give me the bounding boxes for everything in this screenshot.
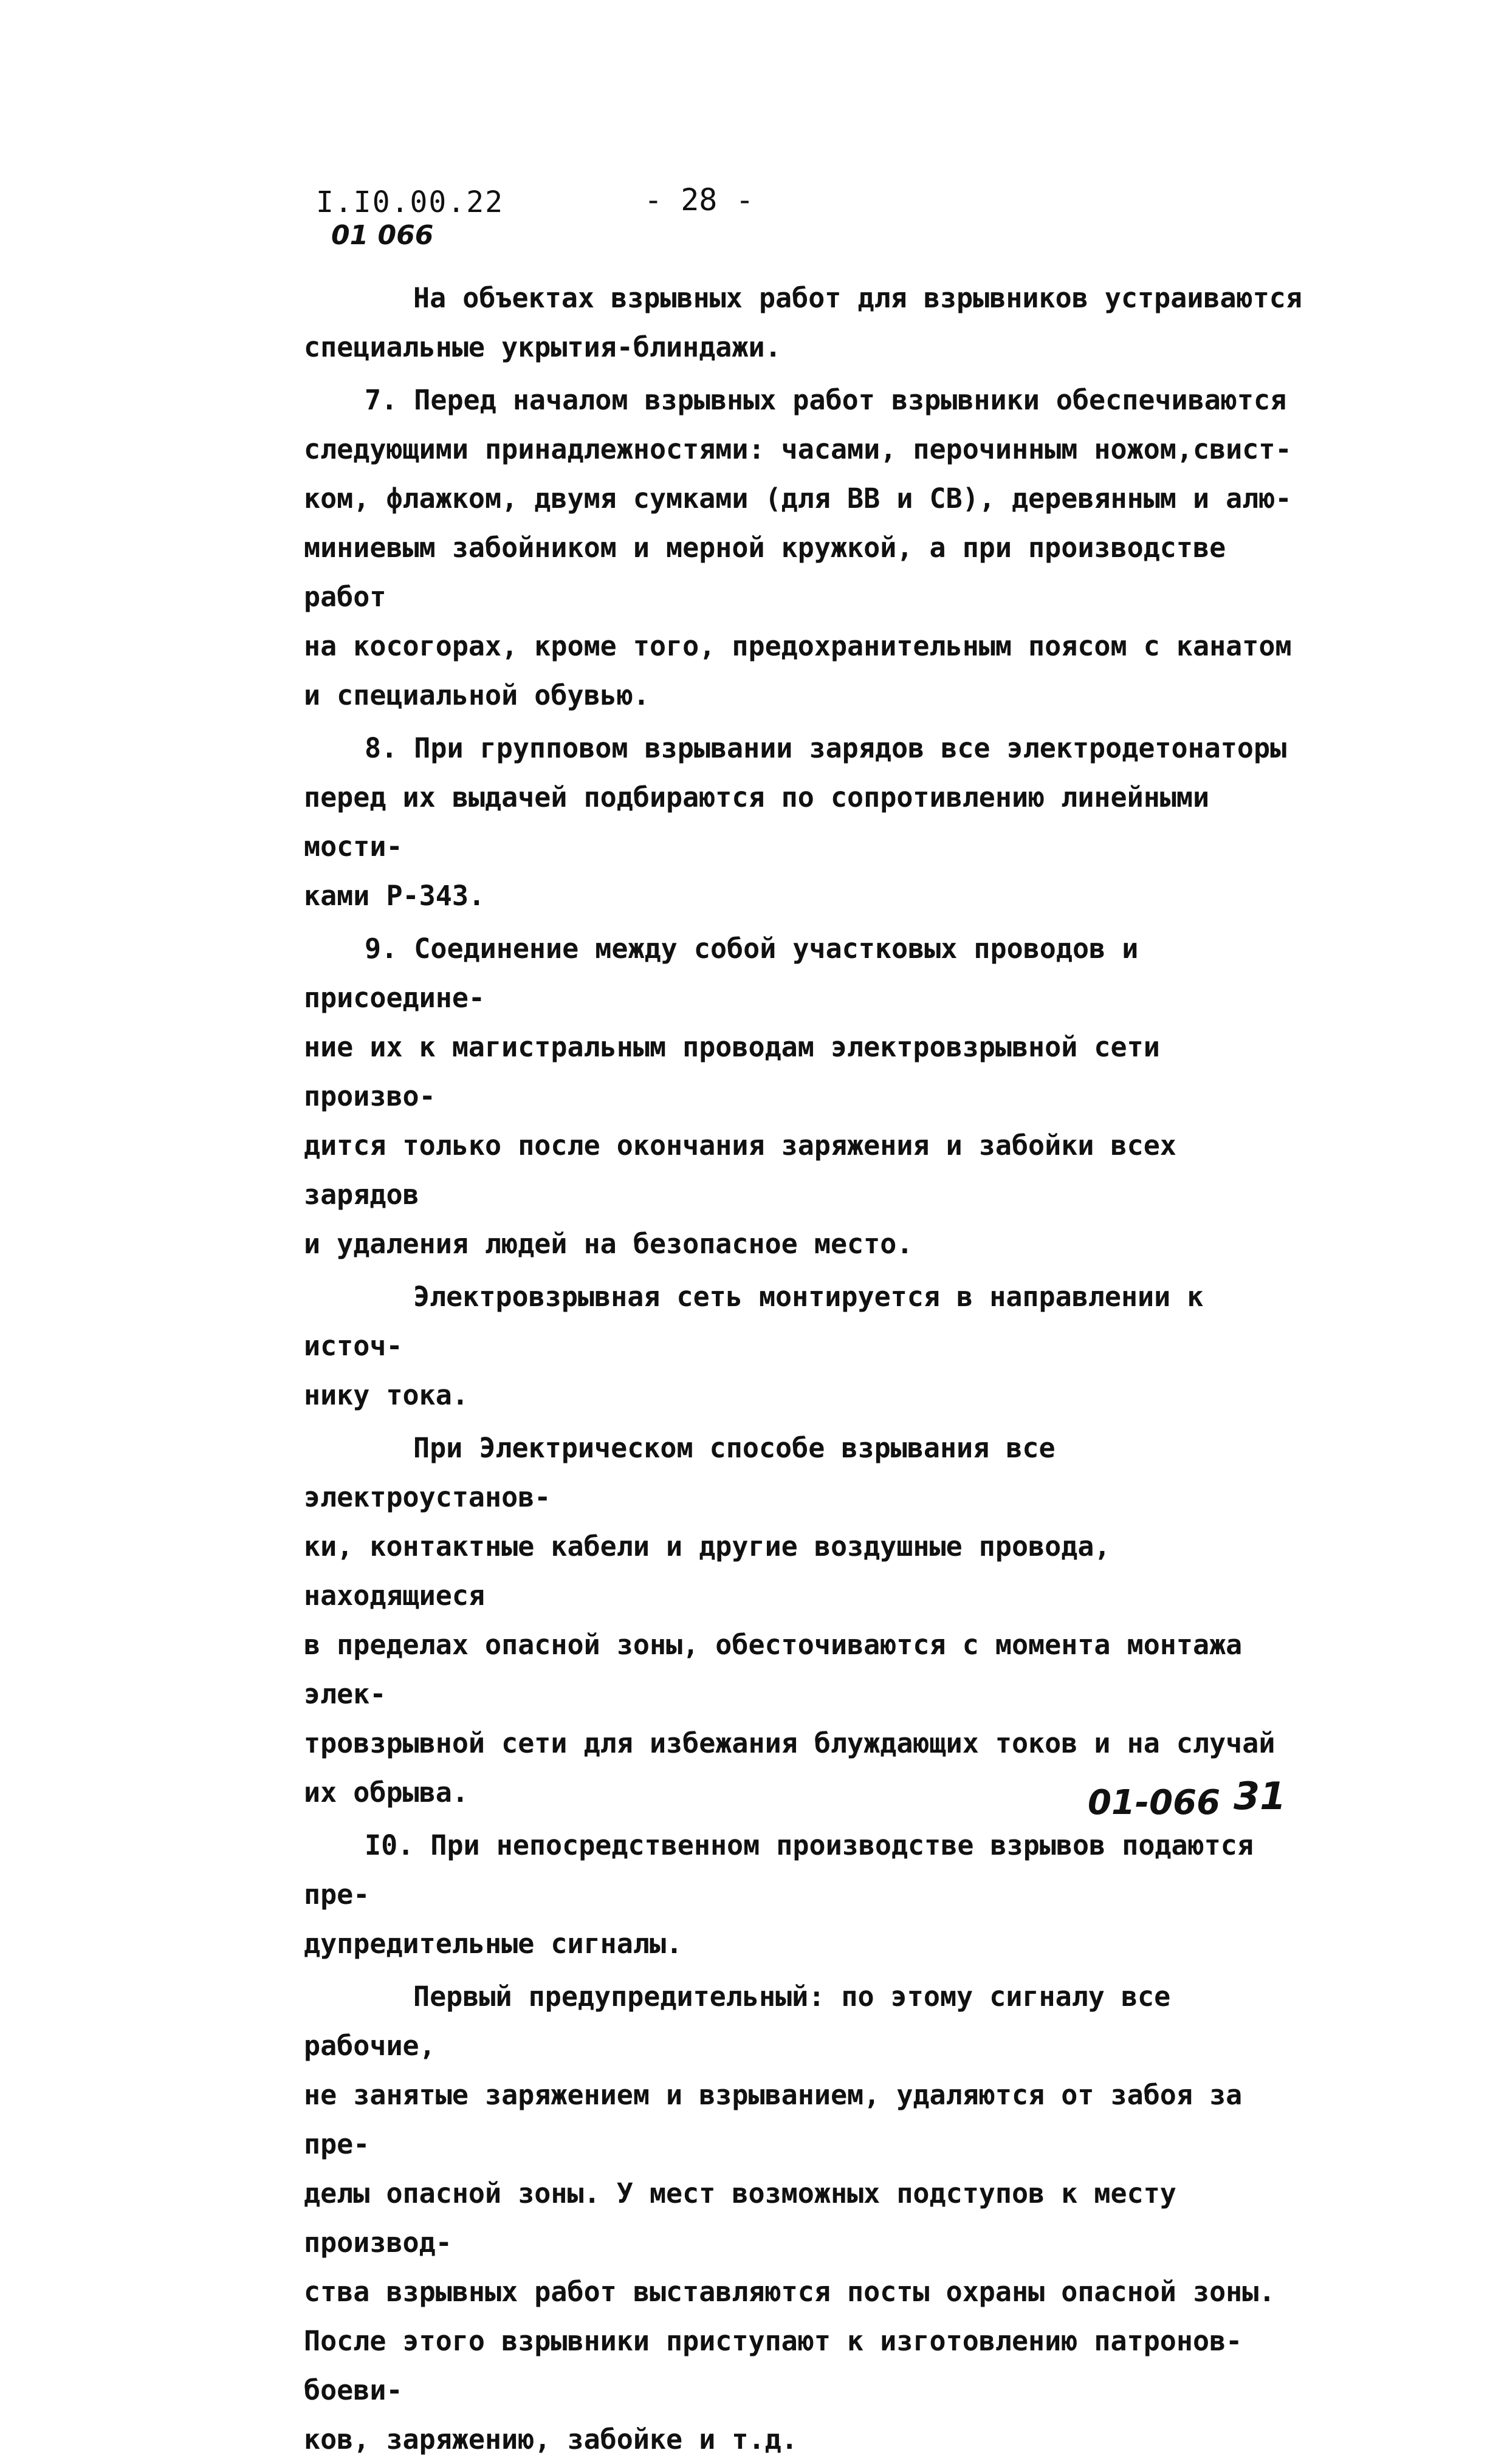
handwritten-code-top: 01 066 [331,220,434,251]
handwritten-number-bottom: 31 [1234,1774,1286,1818]
paragraph-network-mounting: Электровзрывная сеть монтируется в направлении к источ- нику тока. [304,1281,1204,1411]
paragraph-first-signal: Первый предупредительный: по этому сигналу все рабочие, не занятые заряжением и взрыванием, удаляются от забоя за пре- делы опасной зоны. У мест возможных подступов к месту производ- ства взрывных работ выставляются посты охраны опасной зоны. После этого взрывники приступают к изготовлению патронов-боеви- ков, заряжению, забойке и т.д. [304,1980,1275,2455]
paragraph-item-10: I0. При непосредственном производстве взрывов подаются пре- дупредительные сигналы. [304,1829,1254,1960]
body-text [304,273,1306,2464]
paragraph-electric-method: При Электрическом способе взрывания все электроустанов- ки, контактные кабели и другие воздушные провода, находящиеся в пределах опасной зоны, обесточиваются с момента монтажа элек- тровзрывной сети для избежания блуждающих токов и на случай их обрыва. [304,1432,1275,1809]
handwritten-code-bottom: 01-066 [1088,1783,1221,1822]
paragraph-item-8: 8. При групповом взрывании зарядов все электродетонаторы перед их выдачей подбираются по сопротивлению линейными мости- ками Р-343. [304,732,1287,912]
document-code: I.I0.00.22 [316,185,504,219]
paragraph-item-7: 7. Перед началом взрывных работ взрывники обеспечиваются следующими принадлежностями: часами, перочинным ножом,свист- ком, флажком, двумя сумками (для ВВ и СВ), деревянным и алю- миниевым забойником и мерной кружкой, а при производстве работ на косогорах, кроме того, предохранительным поясом с канатом и специальной обувью. [304,384,1292,711]
paragraph-item-9: 9. Соединение между собой участковых проводов и присоедине- ние их к магистральным проводам электровзрывной сети произво- дится только после окончания заряжения и забойки всех зарядов и удаления людей на безопасное место. [304,933,1176,1260]
page-number: - 28 - [644,182,754,217]
paragraph-shelters: На объектах взрывных работ для взрывников устраиваются специальные укрытия-блиндажи. [304,282,1302,363]
